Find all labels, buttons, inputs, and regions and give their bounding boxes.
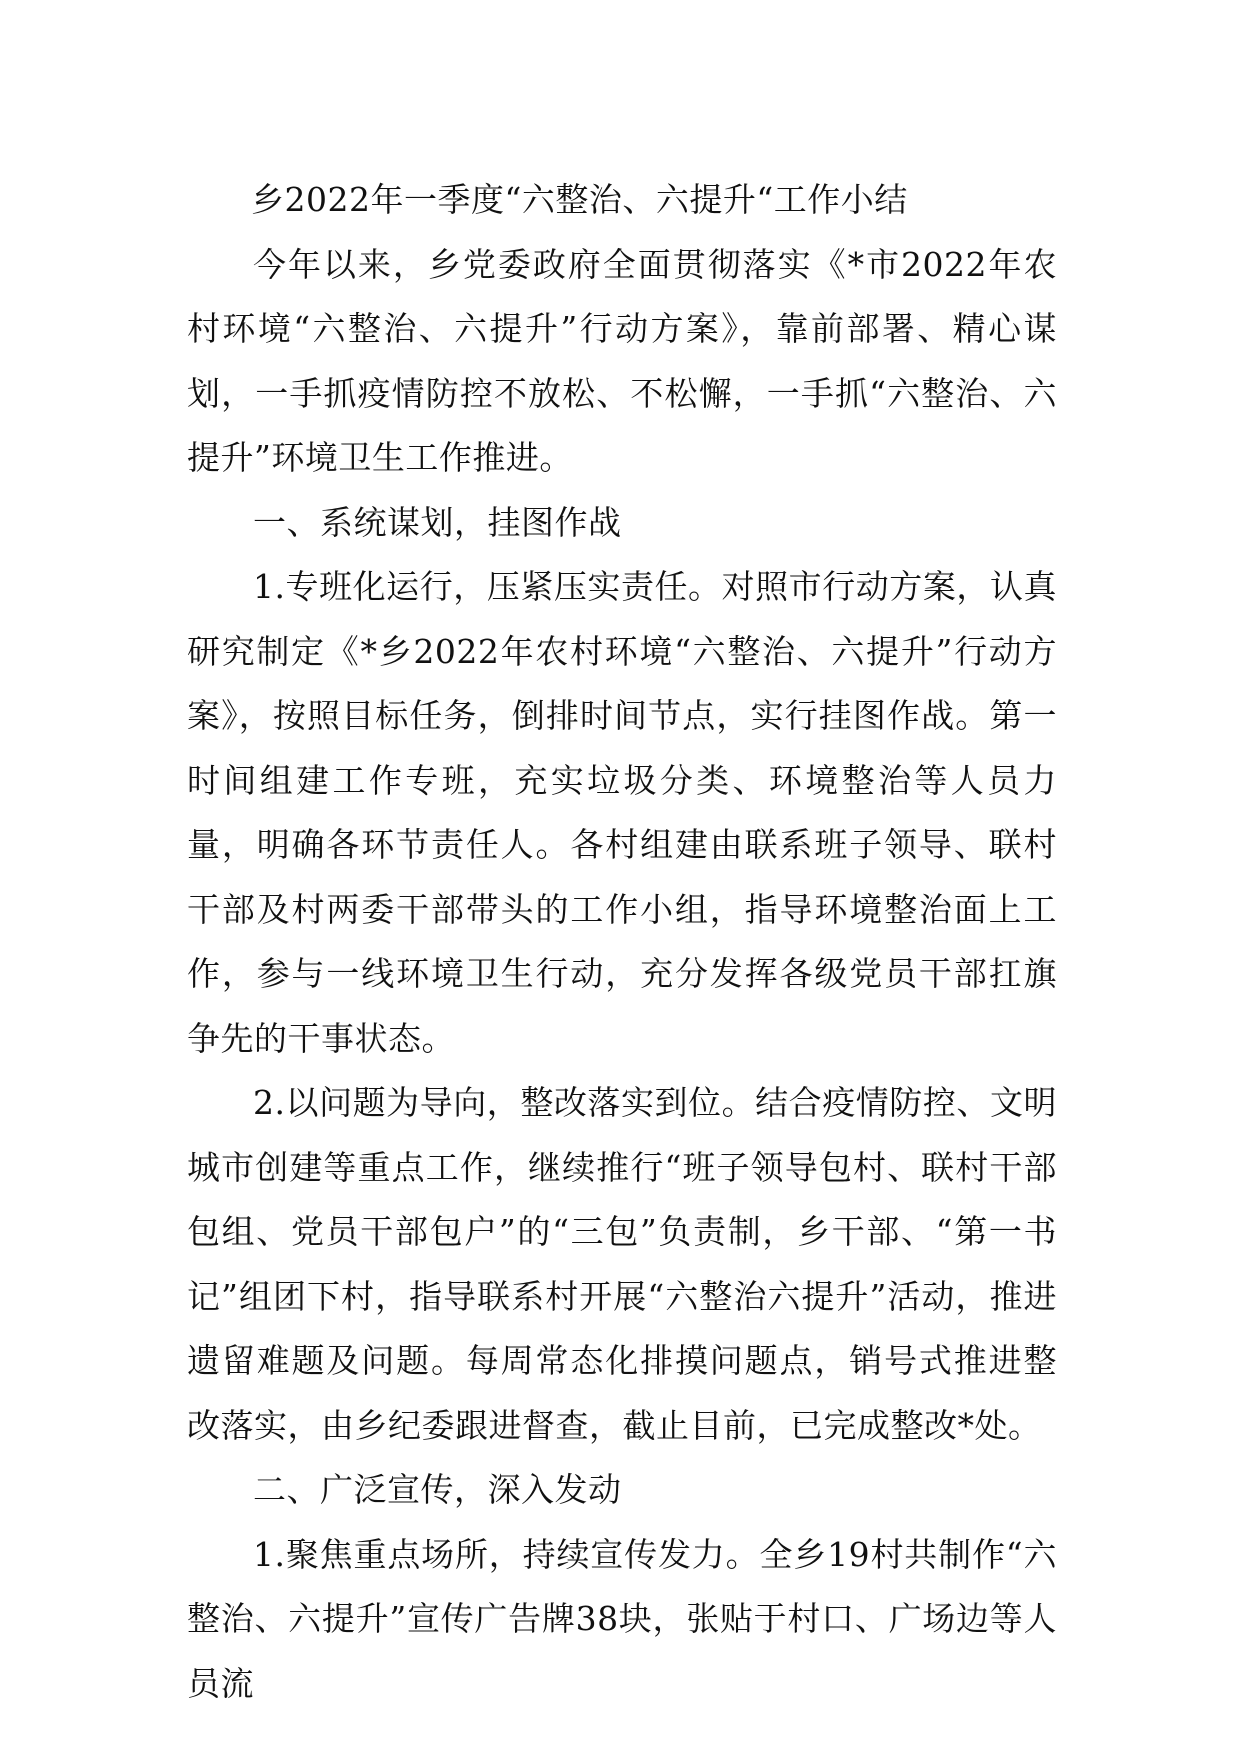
- paragraph-2-1: 1.聚焦重点场所，持续宣传发力。全乡19村共制作“六整治、六提升”宣传广告牌38块，张贴于村口、广场边等人员流: [187, 1534, 1057, 1703]
- document-body: [187, 168, 1057, 1716]
- section-heading-2: 二、广泛宣传，深入发动: [253, 1470, 622, 1509]
- paragraph-1-2: 2.以问题为导向，整改落实到位。结合疫情防控、文明城市创建等重点工作，继续推行“班子领导包村、联村干部包组、党员干部包户”的“三包”负责制，乡干部、“第一书记”组团下村，指导联系村开展“六整治六提升”活动，推进遗留难题及问题。每周常态化排摸问题点，销号式推进整改落实，由乡纪委跟进督查，截止目前，已完成整改*处。: [187, 1083, 1057, 1445]
- section-heading-1: 一、系统谋划，挂图作战: [253, 502, 622, 542]
- document-title: 乡2022年一季度“六整治、六提升“工作小结: [251, 180, 908, 219]
- paragraph-1-1: 1.专班化运行，压紧压实责任。对照市行动方案，认真研究制定《*乡2022年农村环境“六整治、六提升”行动方案》，按照目标任务，倒排时间节点，实行挂图作战。第一时间组建工作专班，充实垃圾分类、环境整治等人员力量，明确各环节责任人。各村组建由联系班子领导、联村干部及村两委干部带头的工作小组，指导环境整治面上工作，参与一线环境卫生行动，充分发挥各级党员干部扛旗争先的干事状态。: [187, 567, 1057, 1058]
- paragraph-intro: 今年以来，乡党委政府全面贯彻落实《*市2022年农村环境“六整治、六提升”行动方案》，靠前部署、精心谋划，一手抓疫情防控不放松、不松懈，一手抓“六整治、六提升”环境卫生工作推进。: [187, 244, 1057, 477]
